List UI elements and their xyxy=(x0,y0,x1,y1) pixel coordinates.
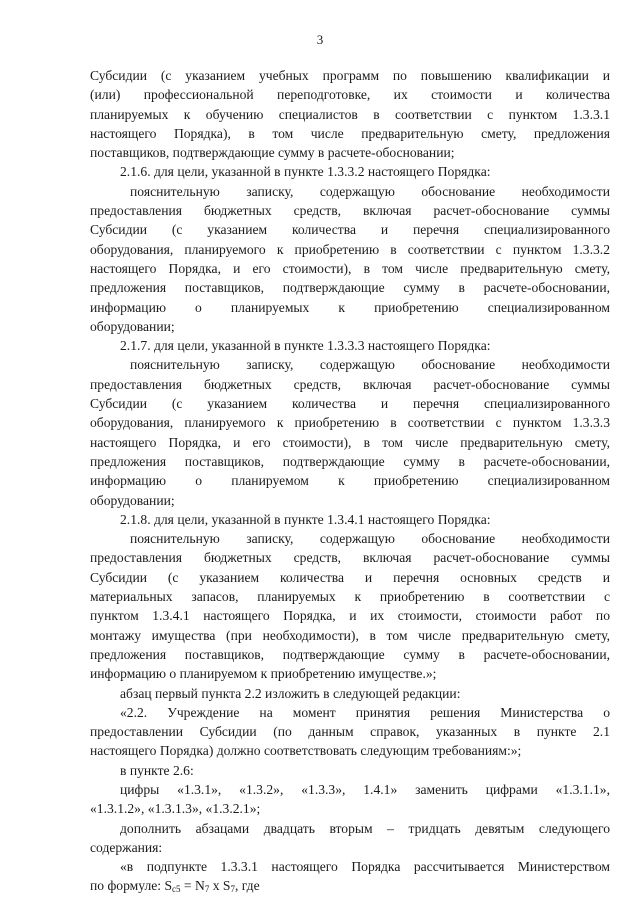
formula-sub: 7 xyxy=(230,884,235,895)
document-body xyxy=(90,66,610,896)
text-line: предоставлении Субсидии (по данным справок, указанных в пункте 2.1 xyxy=(90,724,610,740)
formula-sub: c5 xyxy=(172,884,181,895)
text-line: материальных запасов, планируемых к приобретению в соответствии с xyxy=(90,589,610,605)
text-line: информацию о планируемом к приобретению имуществе.»; xyxy=(90,666,437,682)
page-number: 3 xyxy=(316,32,324,47)
formula-mid: = N xyxy=(180,878,205,894)
text-line: пояснительную записку, содержащую обоснование необходимости xyxy=(130,531,610,547)
text-line: оборудования, планируемого к приобретению в соответствии с пунктом 1.3.3.2 xyxy=(90,241,610,257)
text-line: «2.2. Учреждение на момент принятия решения Министерства о xyxy=(120,704,610,720)
text-line: Субсидии (с указанием количества и перечня основных средств и xyxy=(90,569,610,585)
formula-sub: 7 xyxy=(204,884,210,895)
formula-mid: х S xyxy=(209,878,231,894)
text-line: пояснительную записку, содержащую обоснование необходимости xyxy=(130,357,610,373)
text-line: Субсидии (с указанием количества и перечня специализированного xyxy=(90,396,610,412)
formula-prefix: по формуле: S xyxy=(90,878,173,894)
text-line: предоставления бюджетных средств, включая расчет-обоснование суммы xyxy=(90,550,610,566)
text-line: оборудовании; xyxy=(90,492,175,508)
text-line: цифры «1.3.1», «1.3.2», «1.3.3», 1.4.1» заменить цифрами «1.3.1.1», xyxy=(120,781,610,797)
text-line: предоставления бюджетных средств, включая расчет-обоснование суммы xyxy=(90,203,610,219)
text-line: информацию о планируемых к приобретению специализированном xyxy=(90,299,610,315)
formula-suffix: , где xyxy=(234,878,260,894)
section-heading-2-1-6: 2.1.6. для цели, указанной в пункте 1.3.3.2 настоящего Порядка: xyxy=(120,164,491,180)
text-line: настоящего Порядка), в том числе предварительную смету, предложения xyxy=(90,125,610,141)
text-line: «1.3.1.2», «1.3.1.3», «1.3.2.1»; xyxy=(90,801,261,817)
text-line: планируемых к обучению специалистов в соответствии с пунктом 1.3.3.1 xyxy=(90,106,610,122)
text-line: оборудовании; xyxy=(90,318,175,334)
text-line: пунктом 1.3.4.1 настоящего Порядка, и их стоимости, стоимости работ по xyxy=(90,608,610,624)
text-line: в пункте 2.6: xyxy=(120,762,194,778)
text-line: монтажу имущества (при необходимости), в том числе предварительную смету, xyxy=(90,627,610,643)
text-line: предоставления бюджетных средств, включая расчет-обоснование суммы xyxy=(90,376,610,392)
text-line: содержания: xyxy=(90,839,163,855)
text-line: настоящего Порядка) должно соответствовать следующим требованиям:»; xyxy=(90,743,522,759)
text-line: предложения поставщиков, подтверждающие сумму в расчете-обосновании, xyxy=(90,453,610,469)
text-line: Субсидии (с указанием учебных программ по повышению квалификации и xyxy=(90,68,610,83)
text-line: поставщиков, подтверждающие сумму в расчете-обосновании; xyxy=(90,145,455,161)
text-line: настоящего Порядка, и его стоимости), в том числе предварительную смету, xyxy=(90,260,610,276)
text-line: информацию о планируемом к приобретению специализированном xyxy=(90,473,610,489)
formula-line xyxy=(90,876,610,895)
text-line: «в подпункте 1.3.3.1 настоящего Порядка рассчитывается Министерством xyxy=(120,859,610,875)
text-line: предложения поставщиков, подтверждающие сумму в расчете-обосновании, xyxy=(90,646,610,662)
text-line: абзац первый пункта 2.2 изложить в следующей редакции: xyxy=(120,685,461,701)
text-line: дополнить абзацами двадцать вторым – тридцать девятым следующего xyxy=(120,820,610,836)
section-heading-2-1-8: 2.1.8. для цели, указанной в пункте 1.3.4.1 настоящего Порядка: xyxy=(120,511,491,527)
text-line: Субсидии (с указанием количества и перечня специализированного xyxy=(90,222,610,238)
text-line: пояснительную записку, содержащую обоснование необходимости xyxy=(130,183,610,199)
text-line: предложения поставщиков, подтверждающие сумму в расчете-обосновании, xyxy=(90,280,610,296)
text-line: настоящего Порядка, и его стоимости), в том числе предварительную смету, xyxy=(90,434,610,450)
text-line: оборудования, планируемого к приобретению в соответствии с пунктом 1.3.3.3 xyxy=(90,415,610,431)
text-line: (или) профессиональной переподготовке, их стоимости и количества xyxy=(90,87,610,103)
section-heading-2-1-7: 2.1.7. для цели, указанной в пункте 1.3.3.3 настоящего Порядка: xyxy=(120,338,491,354)
